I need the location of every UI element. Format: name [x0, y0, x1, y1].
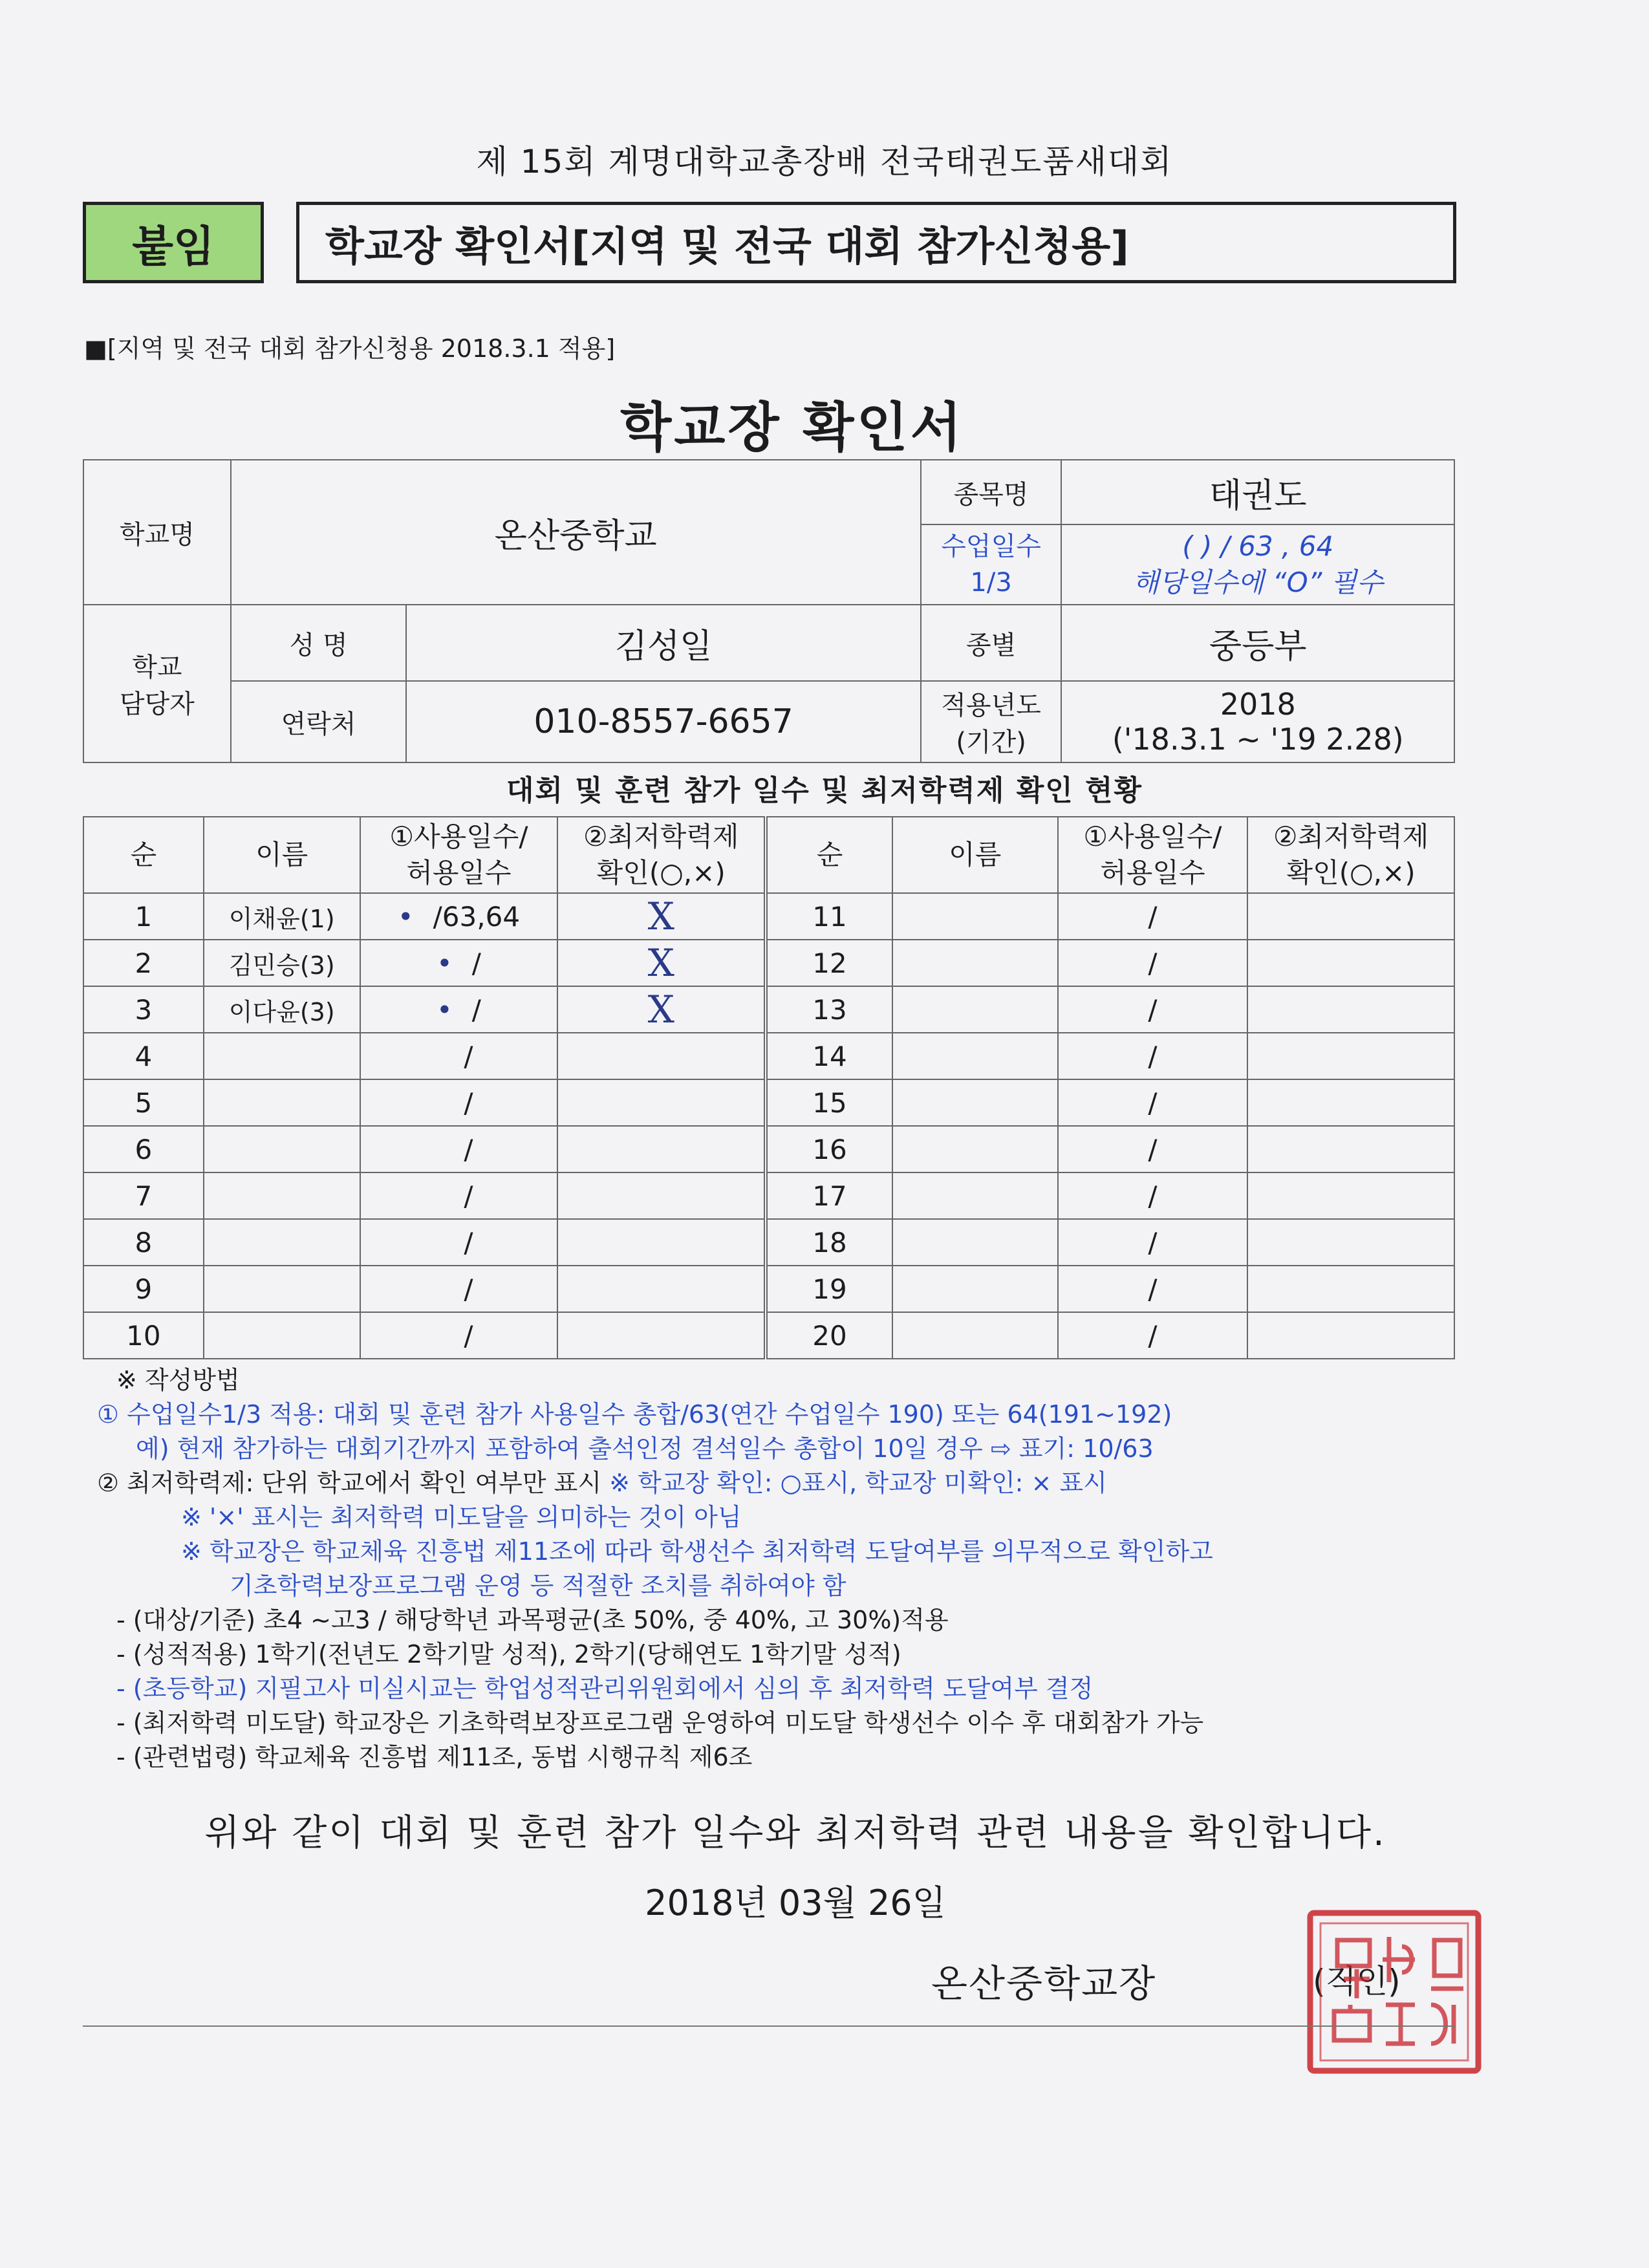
- status-title: 대회 및 훈련 참가 일수 및 최저학력제 확인 현황: [506, 774, 1143, 807]
- roster-name: [892, 1126, 1058, 1172]
- guide-line-3b: ※ 학교장 확인: ○표시, 학교장 미확인: × 표시: [609, 1469, 1107, 1497]
- roster-days-dot: •: [397, 900, 414, 933]
- seal-glyphs: [1334, 1937, 1463, 2044]
- roster-name: [892, 1312, 1058, 1359]
- guide-line-4: ※ '×' 표시는 최저학력 미도달을 의미하는 것이 아님: [181, 1503, 742, 1531]
- header-check-line2: 확인(○,×): [596, 857, 726, 889]
- year-label-line1: 적용년도: [941, 691, 1041, 720]
- guide-line-3a: ② 최저학력제: 단위 학교에서 확인 여부만 표시: [97, 1469, 610, 1497]
- roster-days-value: /: [471, 993, 481, 1026]
- school-value: 온산중학교: [231, 460, 921, 605]
- staff-label-line1: 학교: [132, 653, 182, 682]
- roster-days: [360, 1266, 558, 1312]
- writing-guide: [97, 1363, 1213, 1775]
- roster-no: 5: [83, 1079, 204, 1126]
- sport-value: 태권도: [1061, 460, 1454, 524]
- name-value: 김성일: [406, 605, 920, 681]
- roster-name: 이채윤(1): [204, 893, 360, 940]
- roster-days: [360, 1126, 558, 1172]
- roster-no: 19: [766, 1266, 892, 1312]
- roster-check: [1247, 940, 1454, 986]
- roster-name: [204, 1266, 360, 1312]
- roster-days: [360, 1172, 558, 1219]
- division-value: 중등부: [1061, 605, 1454, 681]
- roster-days: /: [1058, 1126, 1248, 1172]
- contact-value: 010-8557-6657: [406, 681, 920, 762]
- roster-no: 3: [83, 986, 204, 1033]
- roster-check: [1247, 1126, 1454, 1172]
- guide-line-3: [97, 1466, 1213, 1500]
- table-row: [83, 1172, 1454, 1219]
- roster-days-value: /: [464, 1180, 473, 1212]
- roster-days: /: [1058, 1219, 1248, 1266]
- year-label-line2: (기간): [956, 728, 1026, 757]
- staff-label-line2: 담당자: [119, 689, 195, 719]
- info-table: [83, 459, 1455, 763]
- header-days: [360, 817, 558, 893]
- class-days-value-line1: ( ) / 63 , 64: [1182, 530, 1334, 562]
- roster-days-value: /: [464, 1226, 473, 1258]
- header-check-right-line1: ②최저학력제: [1273, 821, 1429, 852]
- roster-name: [892, 1033, 1058, 1079]
- header-days-right-line1: ①사용일수/: [1083, 821, 1222, 852]
- header-name-right: 이름: [892, 817, 1058, 893]
- roster-check: [1247, 1172, 1454, 1219]
- seal-label: (직인): [1313, 1963, 1401, 2000]
- roster-name: [204, 1219, 360, 1266]
- roster-no: 8: [83, 1219, 204, 1266]
- roster-days: /: [1058, 940, 1248, 986]
- header-days-line1: ①사용일수/: [389, 821, 528, 852]
- document-subject: 학교장 확인서[지역 및 전국 대회 참가신청용]: [296, 202, 1456, 283]
- roster-no: 15: [766, 1079, 892, 1126]
- roster-no: 11: [766, 893, 892, 940]
- class-days-label-line2: 1/3: [970, 568, 1012, 598]
- table-row: [83, 1079, 1454, 1126]
- table-row: [83, 1266, 1454, 1312]
- table-row: [83, 1219, 1454, 1266]
- roster-days-value: /: [464, 1086, 473, 1119]
- class-days-label-line1: 수업일수: [941, 532, 1041, 561]
- staff-label: [83, 605, 231, 762]
- roster-name: [204, 1033, 360, 1079]
- roster-check: X: [557, 893, 766, 940]
- roster-name: [204, 1126, 360, 1172]
- roster-days: [360, 940, 558, 986]
- header-name: 이름: [204, 817, 360, 893]
- table-row: [83, 1126, 1454, 1172]
- roster-check: [1247, 1312, 1454, 1359]
- roster-name: [204, 1172, 360, 1219]
- guide-line-1: ① 수업일수1/3 적용: 대회 및 훈련 참가 사용일수 총합/63(연간 수업일수 190) 또는 64(191~192): [97, 1400, 1172, 1429]
- roster-table: [83, 816, 1455, 1359]
- roster-name: 김민승(3): [204, 940, 360, 986]
- year-value: [1061, 681, 1454, 762]
- year-value-line2: ('18.3.1 ~ '19 2.28): [1112, 722, 1404, 757]
- principal-title: 온산중학교장: [931, 1961, 1157, 2005]
- seal-border: [1310, 1913, 1478, 2071]
- header-check: [557, 817, 766, 893]
- event-title: 제 15회 계명대학교총장배 전국태권도품새대회: [476, 143, 1173, 180]
- school-label: 학교명: [83, 460, 231, 605]
- attachment-badge: 붙임: [83, 202, 264, 283]
- roster-name: 이다윤(3): [204, 986, 360, 1033]
- roster-days-value: /: [471, 947, 481, 979]
- roster-days: [360, 1079, 558, 1126]
- roster-check: [557, 1126, 766, 1172]
- roster-check: [1247, 1266, 1454, 1312]
- year-label: [921, 681, 1062, 762]
- header-check-right: [1247, 817, 1454, 893]
- roster-days: /: [1058, 1033, 1248, 1079]
- roster-name: [204, 1312, 360, 1359]
- roster-days: [360, 1033, 558, 1079]
- roster-check: [1247, 1033, 1454, 1079]
- roster-days-value: /: [464, 1273, 473, 1305]
- sport-label: 종목명: [921, 460, 1062, 524]
- roster-no: 2: [83, 940, 204, 986]
- name-label: 성 명: [231, 605, 407, 681]
- roster-no: 4: [83, 1033, 204, 1079]
- roster-no: 14: [766, 1033, 892, 1079]
- guide-line-11: - (관련법령) 학교체육 진흥법 제11조, 동법 시행규칙 제6조: [116, 1743, 753, 1771]
- confirmation-statement: 위와 같이 대회 및 훈련 참가 일수와 최저학력 관련 내용을 확인합니다.: [204, 1812, 1386, 1854]
- guide-line-8: - (성적적용) 1학기(전년도 2학기말 성적), 2학기(당해연도 1학기말 성적): [116, 1640, 901, 1669]
- guide-line-10: - (최저학력 미도달) 학교장은 기초학력보장프로그램 운영하여 미도달 학생선수 이수 후 대회참가 가능: [116, 1709, 1204, 1737]
- header-no-right: 순: [766, 817, 892, 893]
- roster-days: /: [1058, 893, 1248, 940]
- roster-check: X: [557, 986, 766, 1033]
- roster-check: [557, 1033, 766, 1079]
- guide-line-5: ※ 학교장은 학교체육 진흥법 제11조에 따라 학생선수 최저학력 도달여부를 의무적으로 확인하고: [181, 1537, 1213, 1566]
- roster-no: 10: [83, 1312, 204, 1359]
- header-days-right: [1058, 817, 1248, 893]
- class-days-value: [1061, 524, 1454, 605]
- roster-check: [1247, 1079, 1454, 1126]
- roster-check: [557, 1266, 766, 1312]
- roster-name: [892, 1079, 1058, 1126]
- header-days-right-line2: 허용일수: [1100, 857, 1205, 889]
- division-label: 종별: [921, 605, 1062, 681]
- roster-no: 12: [766, 940, 892, 986]
- roster-no: 20: [766, 1312, 892, 1359]
- roster-check: [557, 1172, 766, 1219]
- roster-no: 16: [766, 1126, 892, 1172]
- roster-name: [892, 986, 1058, 1033]
- roster-check: [1247, 986, 1454, 1033]
- bottom-divider: [83, 2025, 1455, 2027]
- guide-line-7: - (대상/기준) 초4 ~고3 / 해당학년 과목평균(초 50%, 중 40%, 고 30%)적용: [116, 1606, 949, 1634]
- roster-days: /: [1058, 1312, 1248, 1359]
- roster-days-dot: •: [436, 993, 453, 1026]
- roster-days-value: /: [464, 1319, 473, 1352]
- roster-days-value: /63,64: [433, 900, 521, 933]
- roster-name: [892, 1266, 1058, 1312]
- roster-days: /: [1058, 1266, 1248, 1312]
- guide-line-2: 예) 현재 참가하는 대회기간까지 포함하여 출석인정 결석일수 총합이 10일 경우 ⇨ 표기: 10/63: [136, 1434, 1154, 1463]
- table-row: [83, 986, 1454, 1033]
- roster-no: 6: [83, 1126, 204, 1172]
- roster-name: [892, 1219, 1058, 1266]
- roster-name: [204, 1079, 360, 1126]
- table-row: [83, 1312, 1454, 1359]
- guide-line-9: - (초등학교) 지필고사 미실시교는 학업성적관리위원회에서 심의 후 최저학력 도달여부 결정: [116, 1674, 1094, 1703]
- contact-label: 연락처: [231, 681, 407, 762]
- roster-check: [557, 1079, 766, 1126]
- roster-name: [892, 893, 1058, 940]
- header-no: 순: [83, 817, 204, 893]
- table-row: [83, 1033, 1454, 1079]
- roster-days-dot: •: [436, 947, 453, 979]
- roster-check: [1247, 893, 1454, 940]
- roster-days-value: /: [464, 1040, 473, 1072]
- roster-days: [360, 986, 558, 1033]
- roster-days: /: [1058, 986, 1248, 1033]
- roster-no: 9: [83, 1266, 204, 1312]
- guide-heading: ※ 작성방법: [116, 1366, 240, 1394]
- roster-name: [892, 1172, 1058, 1219]
- roster-check: [557, 1219, 766, 1266]
- header-check-right-line2: 확인(○,×): [1286, 857, 1416, 889]
- roster-days: /: [1058, 1172, 1248, 1219]
- table-row: [83, 893, 1454, 940]
- guide-line-6: 기초학력보장프로그램 운영 등 적절한 조치를 취하여야 함: [230, 1571, 846, 1600]
- header-days-line2: 허용일수: [406, 857, 512, 889]
- roster-check: [557, 1312, 766, 1359]
- year-value-line1: 2018: [1220, 687, 1296, 722]
- class-days-value-line2: 해당일수에 “O” 필수: [1132, 567, 1383, 598]
- roster-header-row: [83, 817, 1454, 893]
- roster-no: 18: [766, 1219, 892, 1266]
- issue-date: 2018년 03월 26일: [645, 1883, 946, 1923]
- roster-days-value: /: [464, 1133, 473, 1165]
- roster-name: [892, 940, 1058, 986]
- roster-no: 13: [766, 986, 892, 1033]
- header-check-line1: ②최저학력제: [583, 821, 739, 852]
- main-title: 학교장 확인서: [620, 397, 964, 459]
- applicability-note: ■[지역 및 전국 대회 참가신청용 2018.3.1 적용]: [84, 334, 616, 363]
- official-seal-stamp: [1305, 1908, 1486, 2076]
- class-days-label: [921, 524, 1062, 605]
- roster-days: [360, 893, 558, 940]
- roster-check: [1247, 1219, 1454, 1266]
- roster-no: 1: [83, 893, 204, 940]
- table-row: [83, 940, 1454, 986]
- roster-days: [360, 1219, 558, 1266]
- roster-no: 7: [83, 1172, 204, 1219]
- roster-check: X: [557, 940, 766, 986]
- roster-days: [360, 1312, 558, 1359]
- roster-days: /: [1058, 1079, 1248, 1126]
- roster-no: 17: [766, 1172, 892, 1219]
